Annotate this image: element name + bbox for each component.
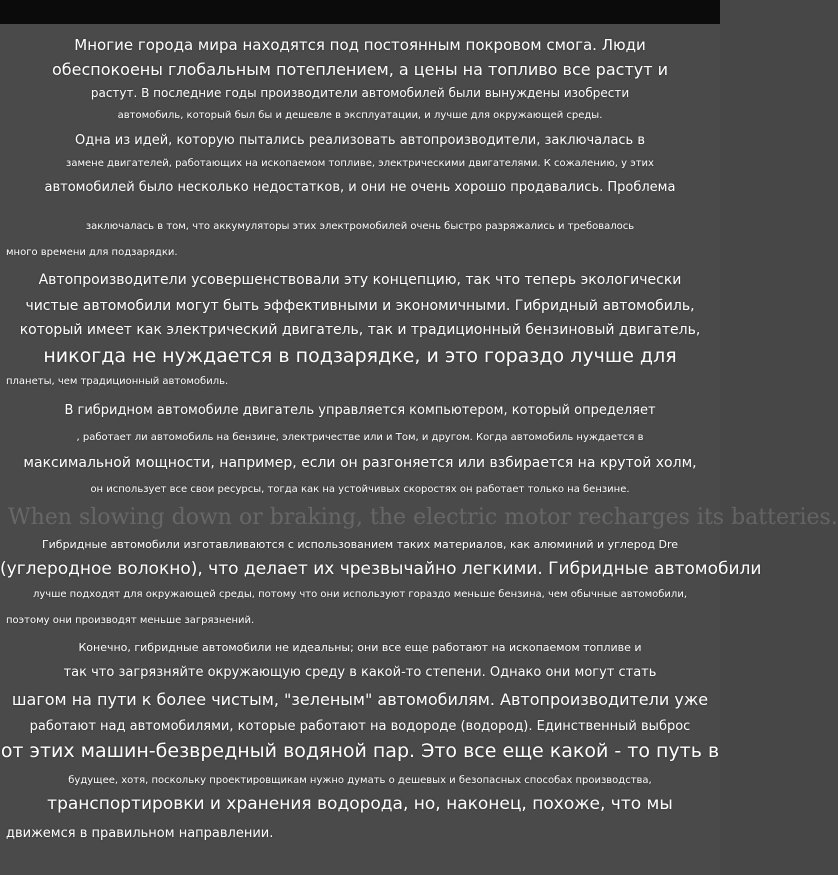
top-bar	[0, 0, 720, 24]
text-line: так что загрязняйте окружающую среду в какой-то степени. Однако они могут стать	[63, 665, 657, 680]
text-line: никогда не нуждается в подзарядке, и это гораздо лучше для	[43, 345, 677, 367]
text-line: транспортировки и хранения водорода, но, наконец, похоже, что мы	[47, 794, 673, 814]
text-line: поэтому они производят меньше загрязнений.	[6, 615, 255, 626]
text-line: он использует все свои ресурсы, тогда как на устойчивых скоростях он работает только на бензине.	[90, 484, 630, 495]
text-line: максимальной мощности, например, если он разгоняется или взбирается на крутой холм,	[23, 455, 697, 471]
text-line: В гибридном автомобиле двигатель управляется компьютером, который определяет	[64, 403, 656, 418]
text-line: который имеет как электрический двигатель, так и традиционный бензиновый двигатель,	[19, 322, 701, 338]
text-line: заключалась в том, что аккумуляторы этих электромобилей очень быстро разряжались и требовалось	[85, 221, 635, 232]
text-line: растут. В последние годы производители автомобилей были вынуждены изобрести	[90, 86, 630, 100]
text-line: много времени для подзарядки.	[6, 247, 178, 258]
text-line: Конечно, гибридные автомобили не идеальны; они все еще работают на ископаемом топливе и	[78, 641, 642, 654]
text-line: автомобиль, который был бы и дешевле в эксплуатации, и лучше для окружающей среды.	[117, 110, 603, 121]
text-line: работают над автомобилями, которые работают на водороде (водород). Единственный выброс	[29, 719, 691, 734]
text-line: (углеродное волокно), что делает их чрезвычайно легкими. Гибридные автомобили	[0, 559, 762, 579]
text-line: лучше подходят для окружающей среды, потому что они используют гораздо меньше бензина, чем обычные автомобили,	[32, 589, 687, 600]
source-text-line: When slowing down or braking, the electric motor recharges its batteries.	[8, 505, 838, 530]
text-line: будущее, хотя, поскольку проектировщикам нужно думать о дешевых и безопасных способах производства,	[68, 775, 652, 786]
text-line: планеты, чем традиционный автомобиль.	[6, 376, 229, 387]
text-line: Многие города мира находятся под постоянным покровом смога. Люди	[74, 36, 646, 54]
text-line: замене двигателей, работающих на ископаемом топливе, электрическими двигателями. К сожалению, у этих	[66, 158, 654, 169]
text-line: Автопроизводители усовершенствовали эту концепцию, так что теперь экологически	[38, 272, 682, 288]
text-line: чистые автомобили могут быть эффективными и экономичными. Гибридный автомобиль,	[25, 298, 695, 314]
text-line: обеспокоены глобальным потеплением, а цены на топливо все растут и	[51, 60, 669, 79]
text-line: Гибридные автомобили изготавливаются с использованием таких материалов, как алюминий и углерод Dre	[41, 538, 679, 551]
text-line: автомобилей было несколько недостатков, и они не очень хорошо продавались. Проблема	[44, 180, 676, 195]
text-line: Одна из идей, которую пытались реализовать автопроизводители, заключалась в	[74, 133, 646, 148]
text-line: от этих машин-безвредный водяной пар. Это все еще какой - то путь в	[0, 740, 720, 762]
text-line: , работает ли автомобиль на бензине, электричестве или и Том, и другом. Когда автомобиль нуждается в	[76, 432, 644, 443]
text-line: шагом на пути к более чистым, "зеленым" автомобилям. Автопроизводители уже	[11, 690, 709, 709]
text-line: движемся в правильном направлении.	[6, 826, 274, 841]
